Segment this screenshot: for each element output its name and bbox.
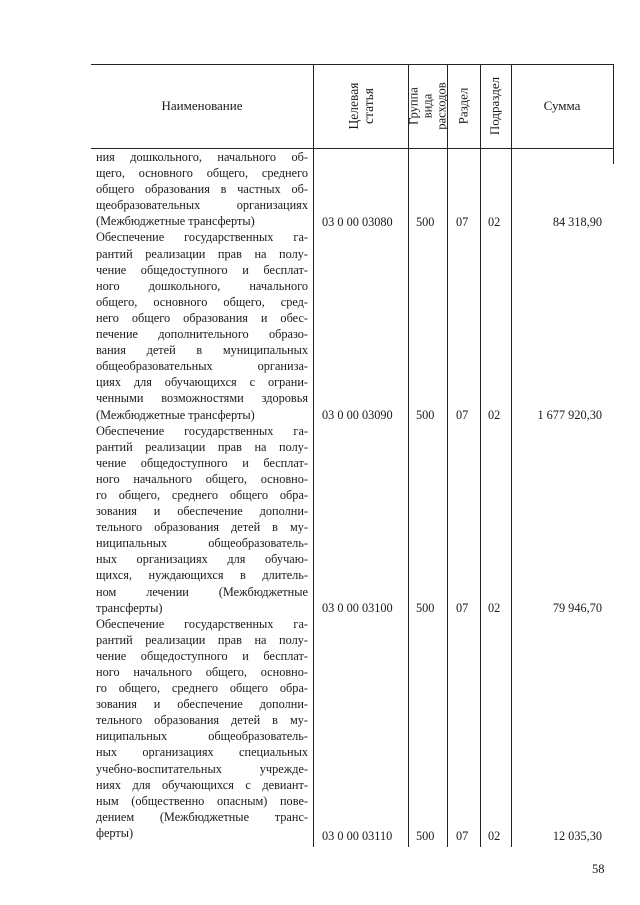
row-2-group: 500 — [416, 601, 435, 615]
row-1-code: 03 0 00 03090 — [322, 408, 393, 422]
col-rule-1 — [313, 64, 314, 847]
name-line: ниципальных общеобразователь- — [96, 536, 308, 551]
name-line: ным (общественно опасным) пове- — [96, 793, 308, 808]
row-3-sum: 12 035,30 — [552, 829, 602, 843]
row-name-3 — [96, 616, 308, 841]
header-name-text: Наименование — [161, 98, 243, 113]
name-line: щеобразовательных организациях — [96, 198, 308, 213]
name-line: Обеспечение государственных га- — [96, 230, 308, 245]
header-subsection — [480, 64, 511, 148]
name-line: чение общедоступного и бесплат- — [96, 455, 308, 470]
row-0-subsection: 02 — [488, 215, 501, 229]
row-2-subsection: 02 — [488, 601, 501, 615]
name-line: ченными возможностями здоровья — [96, 391, 308, 406]
name-line: ферты) — [96, 825, 134, 840]
row-0-sum: 84 318,90 — [552, 215, 602, 229]
name-line: щего, основного общего, среднего — [96, 166, 308, 181]
name-line: общего, основного общего, сред- — [96, 294, 308, 309]
col-rule-5 — [511, 64, 512, 847]
name-line: ниципальных общеобразователь- — [96, 729, 308, 744]
row-name-1 — [96, 229, 308, 422]
name-line: Обеспечение государственных га- — [96, 616, 308, 631]
row-2-section: 07 — [456, 601, 469, 615]
name-line: тельного образования детей в му- — [96, 520, 308, 535]
name-line: го общего, среднего общего обра- — [96, 487, 308, 502]
row-0-section: 07 — [456, 215, 469, 229]
name-line: (Межбюджетные трансферты) — [96, 214, 255, 229]
header-section-text: Раздел — [455, 87, 471, 125]
name-line: него общего образования и обес- — [96, 310, 308, 325]
row-3-section: 07 — [456, 829, 469, 843]
name-line: общеобразовательных организа- — [96, 359, 308, 374]
row-0-code: 03 0 00 03080 — [322, 215, 393, 229]
header-sum — [511, 64, 613, 148]
col-rule-2 — [408, 64, 409, 847]
name-line: ния дошкольного, начального об- — [96, 150, 308, 164]
header-expense-group-text: Группа вида расходов — [406, 82, 449, 130]
name-line: рантий реализации прав на полу- — [96, 439, 308, 454]
name-line: учебно-воспитательных учрежде- — [96, 761, 308, 776]
row-name-2 — [96, 423, 308, 616]
name-line: ных организациях специальных — [96, 745, 308, 760]
header-target-article-text: Целевая статья — [345, 82, 376, 130]
name-line: рантий реализации прав на полу- — [96, 632, 308, 647]
header-name — [91, 64, 313, 148]
col-rule-6 — [613, 64, 614, 164]
header-section — [447, 64, 480, 148]
name-line: зования и обеспечение дополни- — [96, 697, 308, 712]
name-line: трансферты) — [96, 600, 163, 615]
name-line: чение общедоступного и бесплат- — [96, 262, 308, 277]
row-2-code: 03 0 00 03100 — [322, 601, 393, 615]
col-rule-4 — [480, 64, 481, 847]
row-3-code: 03 0 00 03110 — [322, 829, 393, 843]
name-line: печение дополнительного образо- — [96, 327, 308, 342]
name-line: зования и обеспечение дополни- — [96, 504, 308, 519]
name-line: ного начального общего, основно- — [96, 665, 308, 679]
name-line: дением (Межбюджетные транс- — [96, 809, 308, 824]
row-name-0 — [96, 149, 308, 229]
name-line: рантий реализации прав на полу- — [96, 246, 308, 261]
row-0-group: 500 — [416, 215, 435, 229]
row-3-subsection: 02 — [488, 829, 501, 843]
name-line: ных организациях для обучаю- — [96, 552, 308, 567]
col-rule-3 — [447, 64, 448, 847]
row-1-group: 500 — [416, 408, 435, 422]
name-line: общего образования в частных об- — [96, 182, 308, 197]
header-sum-text: Сумма — [543, 98, 581, 113]
row-1-subsection: 02 — [488, 408, 501, 422]
page-number: 58 — [592, 862, 605, 876]
name-line: (Межбюджетные трансферты) — [96, 407, 255, 422]
row-1-section: 07 — [456, 408, 469, 422]
name-line: чение общедоступного и бесплат- — [96, 648, 308, 663]
name-line: ном лечении (Межбюджетные — [96, 584, 308, 599]
name-line: го общего, среднего общего обра- — [96, 681, 308, 696]
header-target-article — [313, 64, 408, 148]
header-subsection-text: Подраздел — [487, 76, 503, 136]
name-line: вания детей в муниципальных — [96, 343, 308, 358]
name-line: Обеспечение государственных га- — [96, 423, 308, 438]
name-line: ного начального общего, основно- — [96, 471, 308, 486]
row-2-sum: 79 946,70 — [552, 601, 602, 615]
name-line: ного дошкольного, начального — [96, 278, 308, 293]
name-line: циях для обучающихся с ограни- — [96, 375, 308, 390]
name-line: тельного образования детей в му- — [96, 713, 308, 728]
header-expense-group — [408, 64, 447, 148]
name-line: щихся, нуждающихся в длитель- — [96, 568, 308, 583]
name-line: ниях для обучающихся с девиант- — [96, 777, 308, 792]
row-1-sum: 1 677 920,30 — [537, 408, 602, 422]
name-column — [96, 149, 308, 841]
row-3-group: 500 — [416, 829, 435, 843]
